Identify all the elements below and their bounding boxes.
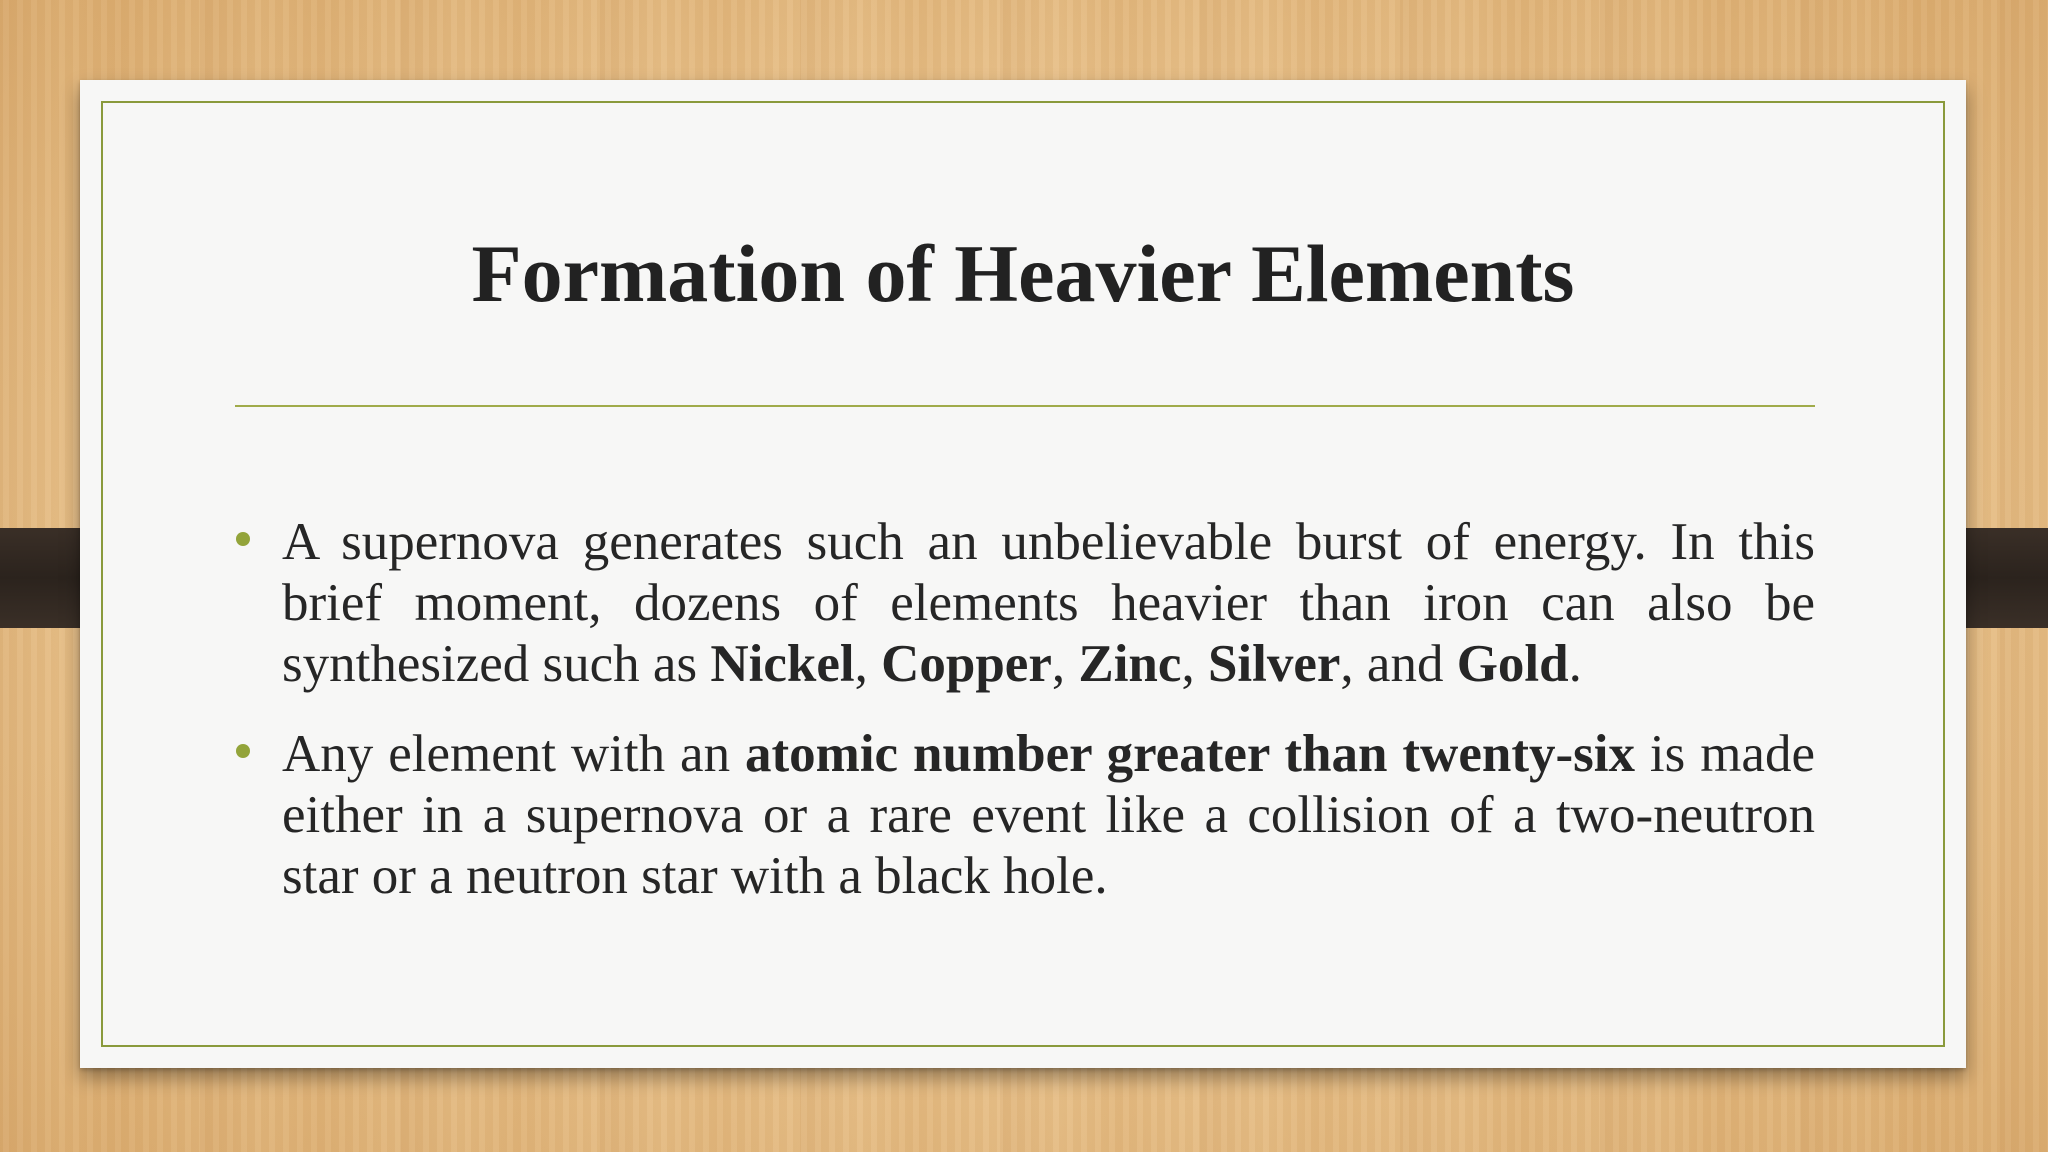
bullet-item-1 [282,512,1815,695]
bullet-1-text-1: Nickel [710,635,855,693]
bullet-1-text-5: Zinc [1078,635,1182,693]
slide-title: Formation of Heavier Elements [471,228,1575,319]
bullet-list [282,512,1815,936]
bullet-dot-icon [236,744,250,758]
bullet-1-text-0: A supernova generates such an unbelievable burst of energy. In this brief moment, dozens of elements heavier than iron can also be synthesized such as [282,513,1815,693]
title-divider [235,405,1815,407]
bullet-1-text-7: Silver [1207,635,1341,693]
bullet-item-2 [282,724,1815,907]
bullet-2-text-2: is made either in a supernova or a rare event like a collision of a two-neutron star or a neutron star with a black hole. [282,725,1815,905]
bullet-1-text-2: , [854,635,882,693]
bullet-2-text-1: atomic number greater than twenty-six [745,725,1635,783]
bullet-1-text-8: , and [1340,635,1457,693]
slide-card [80,80,1966,1068]
bullet-1-text-9: Gold [1456,635,1569,693]
bullet-1-text-3: Copper [881,635,1052,693]
bullet-1-text-6: , [1181,635,1208,693]
bullet-1-text-4: , [1051,635,1079,693]
bullet-dot-icon [236,532,250,546]
bullet-1-text-10: . [1568,635,1582,693]
bullet-2-text-0: Any element with an [282,725,746,783]
